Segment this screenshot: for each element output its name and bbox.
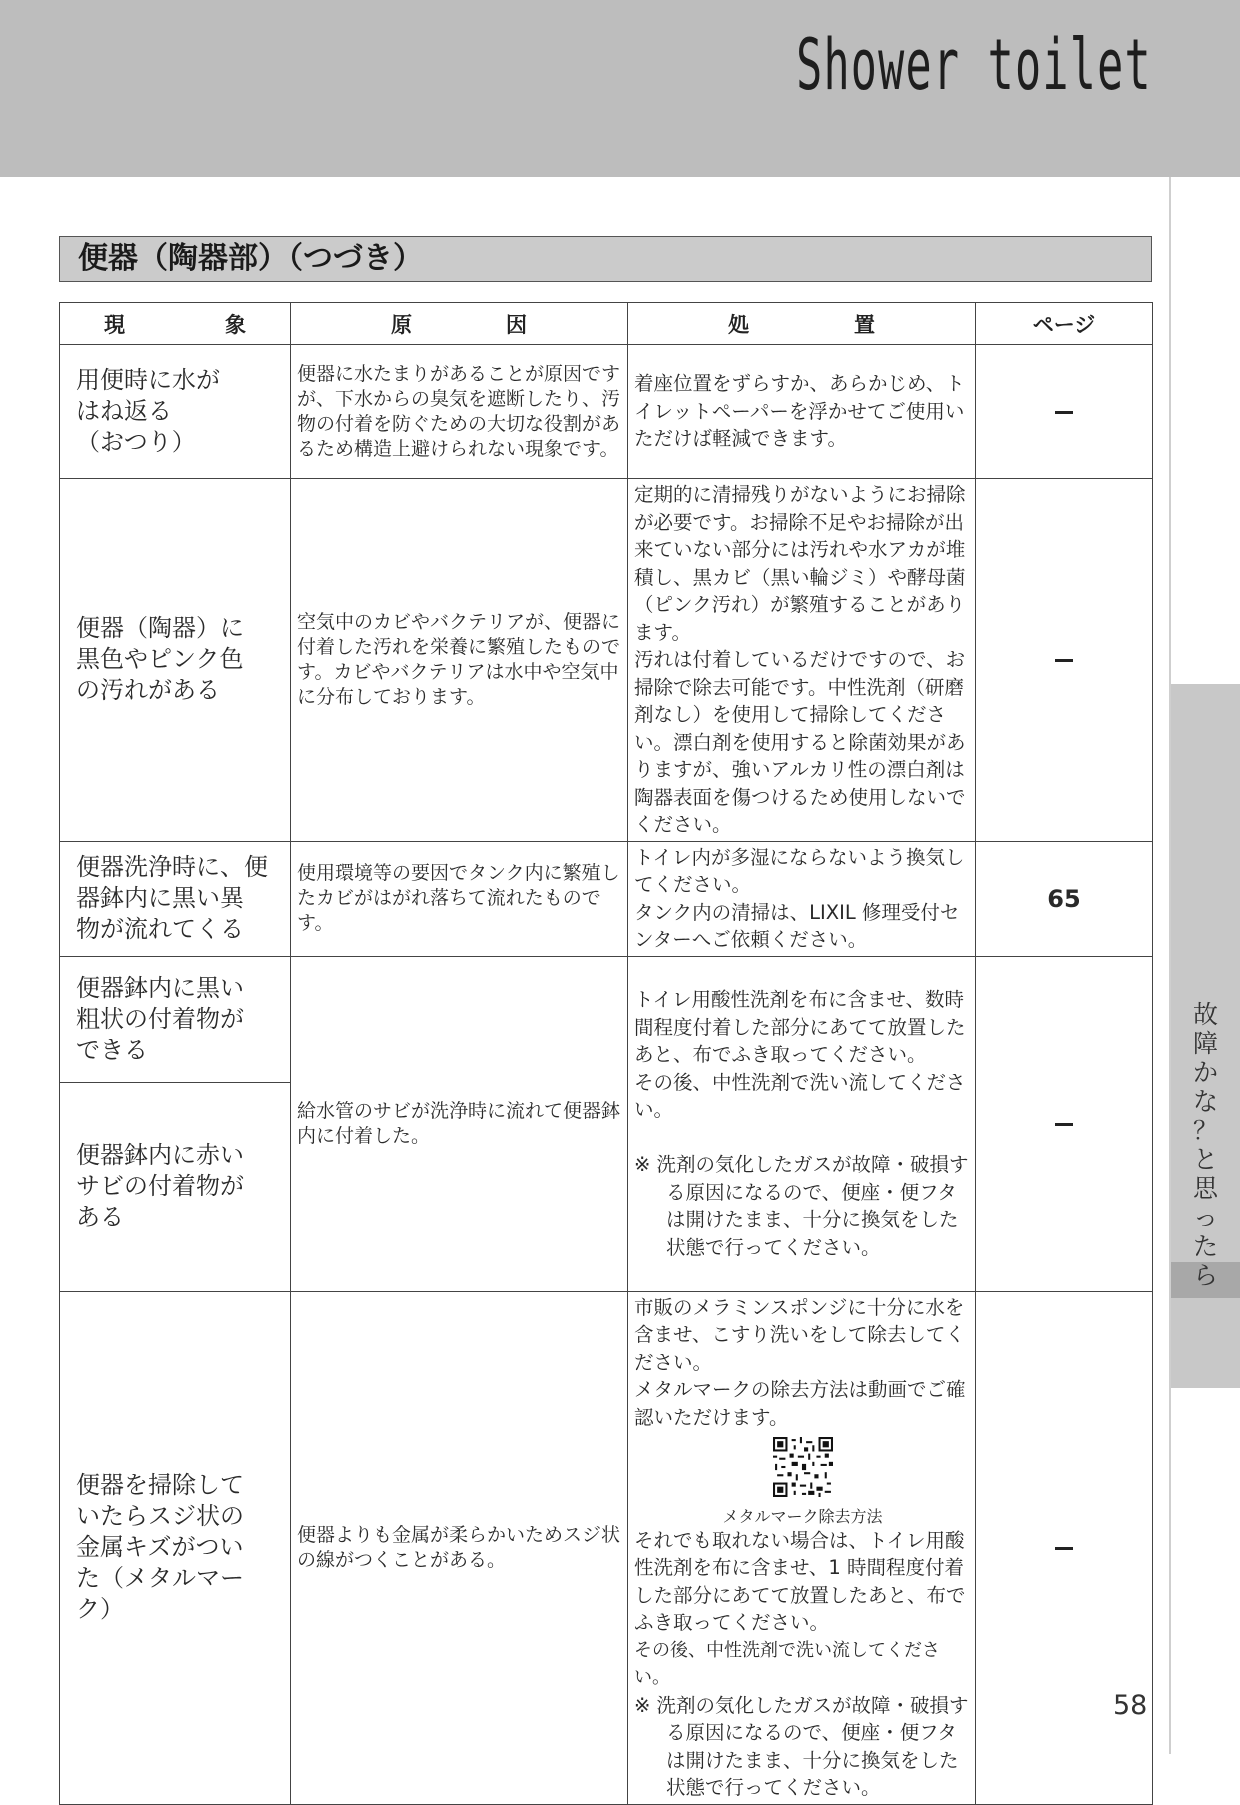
dash-mark: [1055, 1547, 1073, 1550]
cause-cell: 給水管のサビが洗浄時に流れて便器鉢内に付着した。: [291, 956, 628, 1291]
cause-cell: 空気中のカビやバクテリアが、便器に付着した汚れを栄養に繁殖したものです。カビやバクテリアは水中や空気中に分布しております。: [291, 479, 628, 842]
caution-note: ※ 洗剤の気化したガスが故障・破損する原因になるので、便座・便フタは開けたまま、十分に換気をした状態で行ってください。: [634, 1153, 969, 1259]
action-text-small: その後、中性洗剤で洗い流してください。: [634, 1639, 940, 1688]
cause-cell: 便器よりも金属が柔らかいためスジ状の線がつくことがある。: [291, 1291, 628, 1804]
phenomenon-cell: 便器（陶器）に 黒色やピンク色 の汚れがある: [60, 479, 291, 842]
qr-code[interactable]: [634, 1431, 971, 1507]
page-cell: [976, 1291, 1153, 1804]
phenomenon-cell: 便器を掃除して いたらスジ状の 金属キズがつい た（メタルマー ク）: [60, 1291, 291, 1804]
chapter-tab-char: ら: [1192, 1261, 1218, 1290]
table-row: [60, 345, 1153, 479]
phenomenon-cell: 便器鉢内に黒い 粗状の付着物が できる: [60, 956, 291, 1083]
chapter-tab-char: 思: [1192, 1174, 1218, 1203]
dash-mark: [1055, 1123, 1073, 1126]
phenomenon-cell: 便器洗浄時に、便 器鉢内に黒い異 物が流れてくる: [60, 841, 291, 956]
action-cell: 定期的に清掃残りがないようにお掃除が必要です。お掃除不足やお掃除が出来ていない部分には汚れや水アカが堆積し、黒カビ（黒い輪ジミ）や酵母菌（ピンク汚れ）が繁殖することがあります。 汚れは付着しているだけですので、お掃除で除去可能です。中性洗剤（研磨剤なし）を使用して掃除してください。漂白剤を使用すると除菌効果がありますが、強いアルカリ性の漂白剤は陶器表面を傷つけるため使用しないでください。: [628, 479, 976, 842]
chapter-tab-char: 障: [1192, 1029, 1218, 1058]
chapter-tab-char: と: [1192, 1145, 1218, 1174]
page-cell: [976, 956, 1153, 1291]
phenomenon-cell: 用便時に水が はね返る （おつり）: [60, 345, 291, 479]
cause-cell: 便器に水たまりがあることが原因ですが、下水からの臭気を遮断したり、汚物の付着を防ぐための大切な役割があるため構造上避けられない現象です。: [291, 345, 628, 479]
action-cell: [628, 956, 976, 1291]
phenomenon-cell: 便器鉢内に赤い サビの付着物が ある: [60, 1083, 291, 1291]
section-title: 便器（陶器部）（つづき）: [59, 236, 1152, 282]
chapter-tab-char: な: [1192, 1087, 1218, 1116]
table-row: [60, 1291, 1153, 1804]
action-text: トイレ用酸性洗剤を布に含ませ、数時間程度付着した部分にあてて放置したあと、布でふき取ってください。 その後、中性洗剤で洗い流してください。: [634, 988, 966, 1121]
col-header-action: 処 置: [628, 303, 976, 345]
qr-code-icon: [773, 1437, 833, 1497]
cause-cell: 使用環境等の要因でタンク内に繁殖したカビがはがれ落ちて流れたものです。: [291, 841, 628, 956]
chapter-tab-char: た: [1192, 1232, 1218, 1261]
chapter-tab-char: か: [1192, 1058, 1218, 1087]
action-cell: トイレ内が多湿にならないよう換気してください。 タンク内の清掃は、LIXIL 修理受付センターへご依頼ください。: [628, 841, 976, 956]
action-text: 市販のメラミンスポンジに十分に水を含ませ、こすり洗いをして除去してください。 メタルマークの除去方法は動画でご確認いただけます。: [634, 1295, 966, 1429]
table-row: [60, 841, 1153, 956]
action-cell: [628, 1291, 976, 1804]
dash-mark: [1055, 659, 1073, 662]
col-header-cause: 原 因: [291, 303, 628, 345]
chapter-tab-char: 故: [1192, 1000, 1218, 1029]
page-cell[interactable]: 65: [976, 841, 1153, 956]
chapter-tab-label: [1171, 1000, 1240, 1290]
col-header-page: ページ: [976, 303, 1153, 345]
chapter-tab-char: ？: [1192, 1116, 1218, 1145]
troubleshooting-table: [59, 302, 1153, 1805]
page-number: 58: [1113, 1690, 1148, 1721]
brand-logo: Shower toilet: [796, 24, 1152, 106]
page-cell: [976, 345, 1153, 479]
chapter-tab-char: っ: [1192, 1203, 1218, 1232]
caution-note: ※ 洗剤の気化したガスが故障・破損する原因になるので、便座・便フタは開けたまま、十分に換気をした状態で行ってください。: [634, 1693, 969, 1799]
action-cell: 着座位置をずらすか、あらかじめ、トイレットペーパーを浮かせてご使用いただけば軽減できます。: [628, 345, 976, 479]
action-text: それでも取れない場合は、トイレ用酸性洗剤を布に含ませ、1 時間程度付着した部分にあてて放置したあと、布でふき取ってください。: [634, 1528, 966, 1634]
page-cell: [976, 479, 1153, 842]
dash-mark: [1055, 411, 1073, 414]
table-row: [60, 479, 1153, 842]
qr-caption: メタルマーク除去方法: [722, 1506, 883, 1526]
col-header-phenomenon: 現 象: [60, 303, 291, 345]
table-header-row: [60, 303, 1153, 345]
table-row: [60, 956, 1153, 1083]
